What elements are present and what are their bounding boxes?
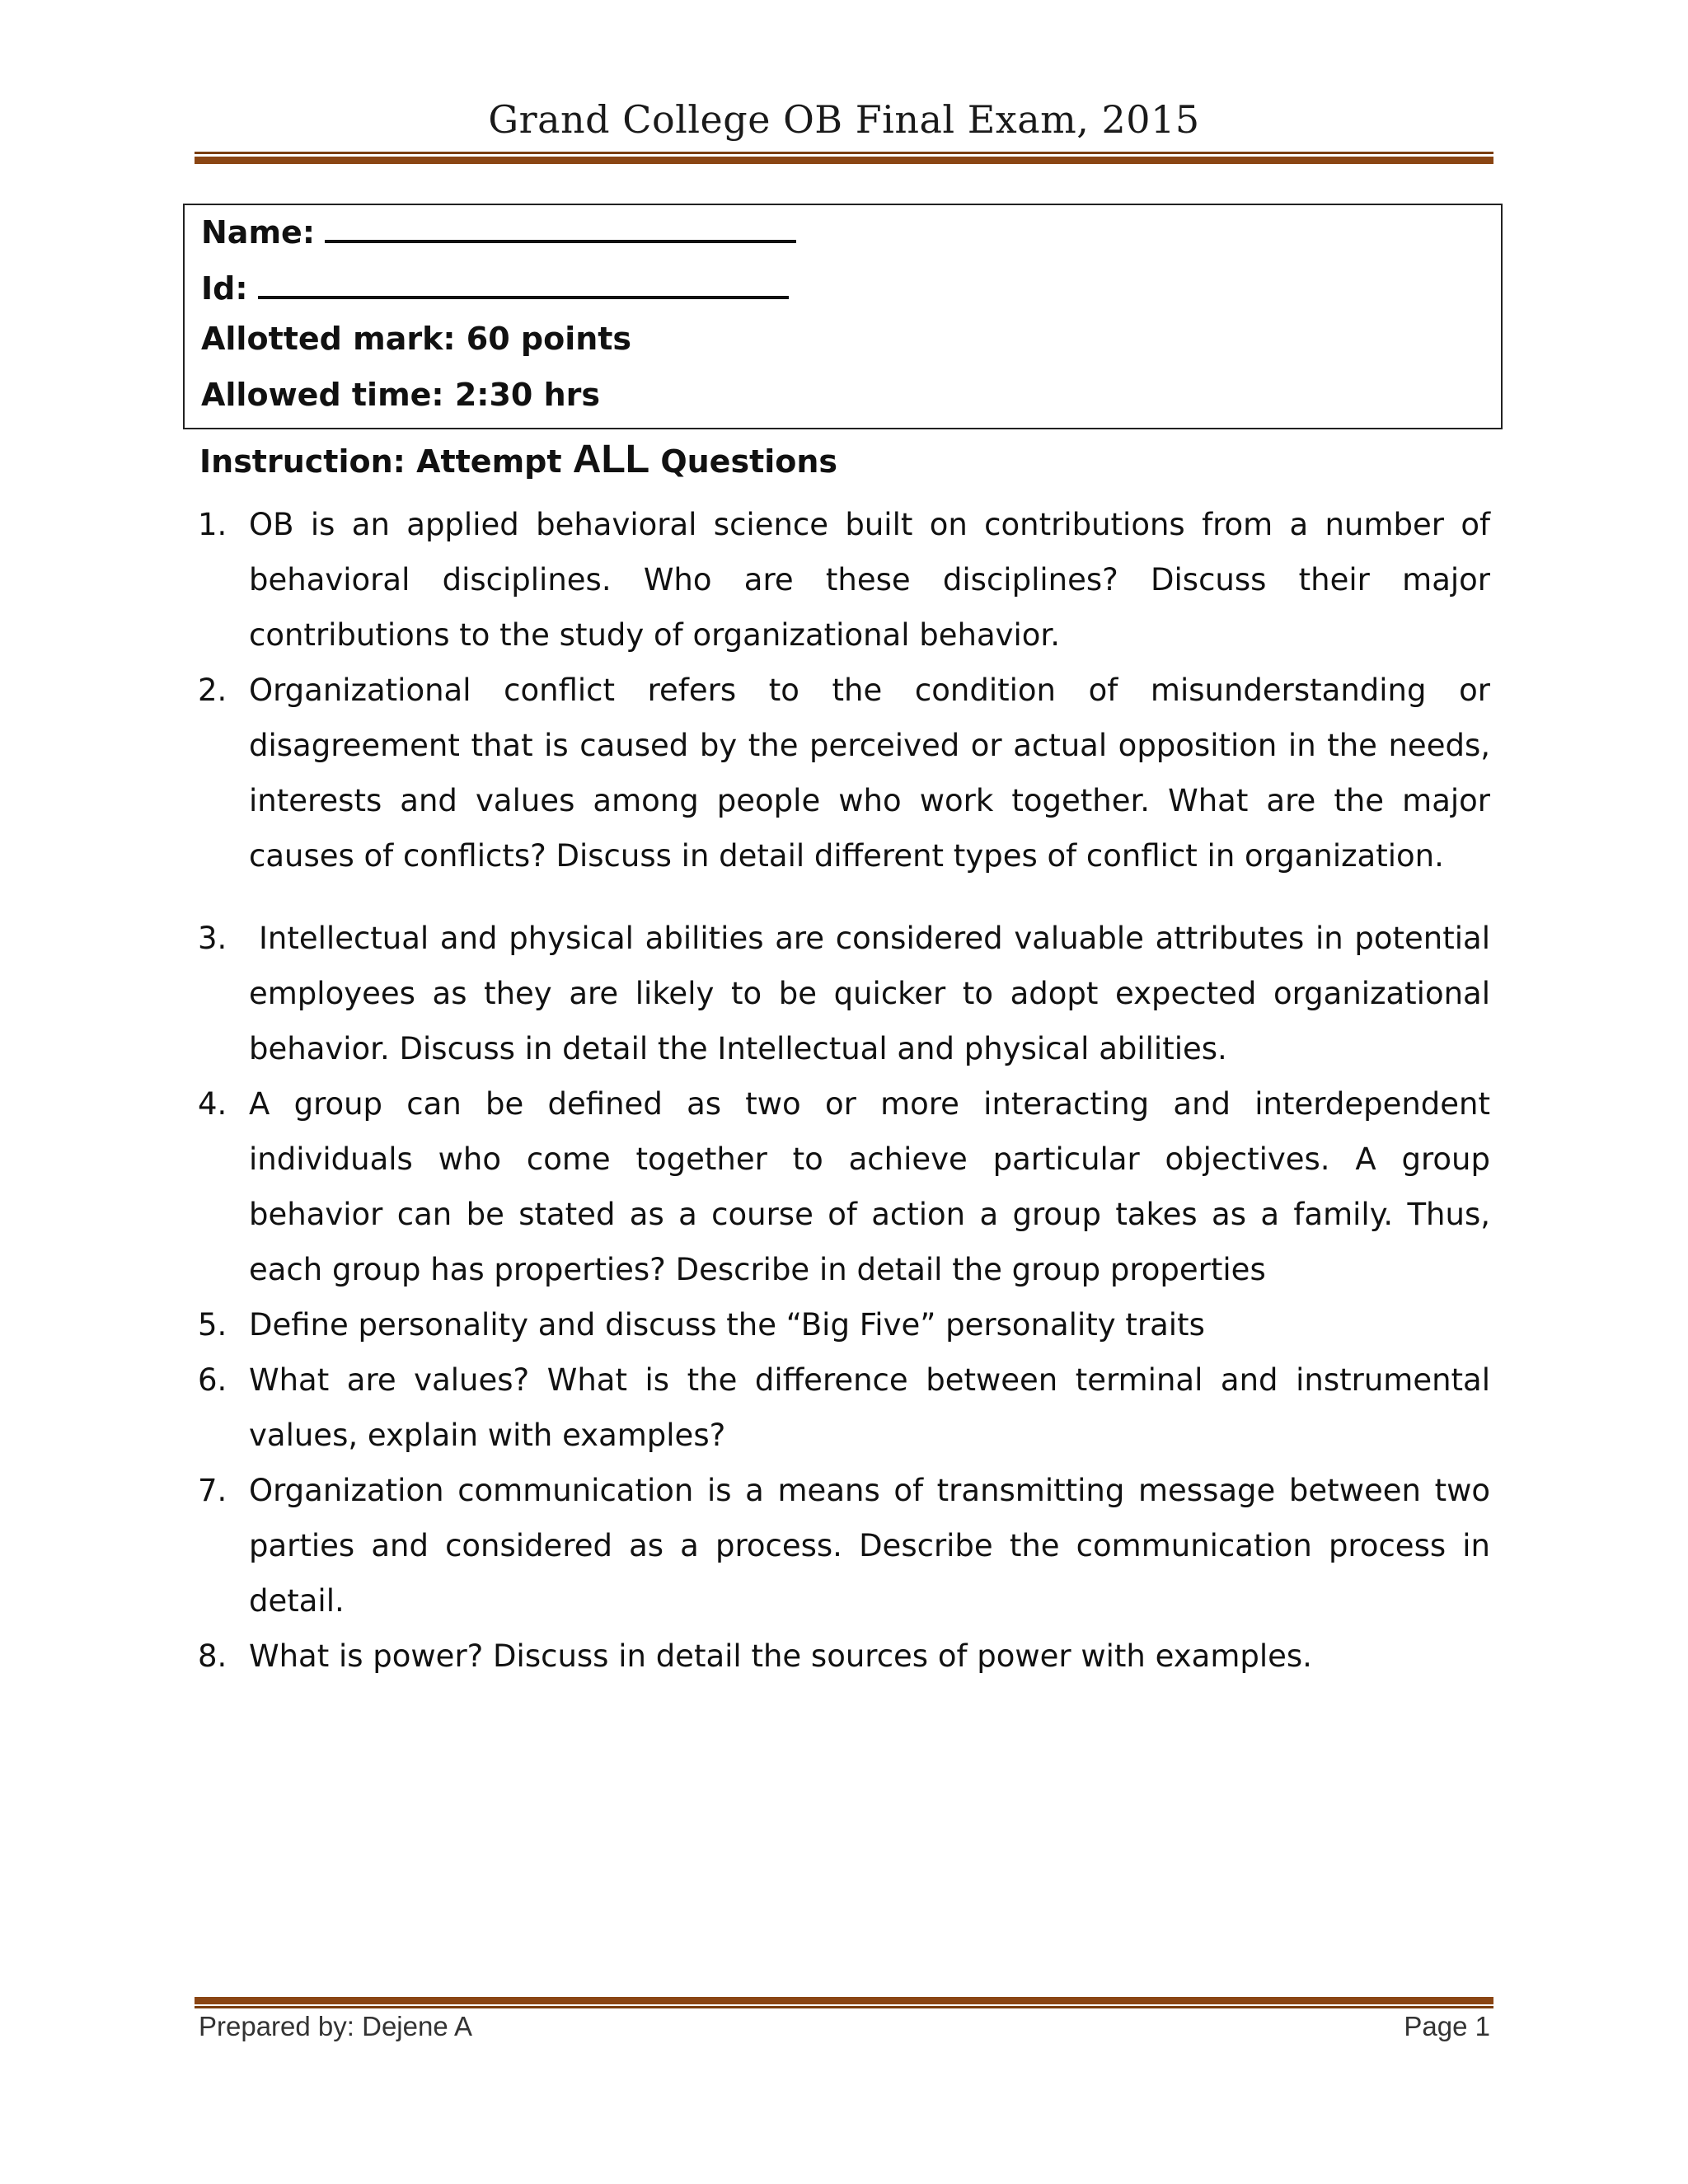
question-item <box>198 1463 1490 1629</box>
instruction-prefix: Instruction: Attempt <box>199 443 562 480</box>
question-number: 1. <box>198 507 227 542</box>
name-blank[interactable] <box>325 210 796 243</box>
header-rule-thin <box>195 152 1493 154</box>
student-info-box <box>183 204 1503 429</box>
footer-rule-thin <box>195 2006 1493 2008</box>
question-text: What is power? Discuss in detail the sources of power with examples. <box>249 1638 1312 1674</box>
instruction <box>199 437 837 482</box>
question-number: 5. <box>198 1307 227 1343</box>
footer-rule-thick <box>195 1997 1493 2004</box>
name-label: Name: <box>201 214 316 251</box>
question-text: Define personality and discuss the “Big Five” personality traits <box>249 1307 1205 1343</box>
question-item <box>198 911 1490 1076</box>
question-text: Organizational conflict refers to the condition of misunderstanding or disagreement that is caused by the perceived or actual opposition in the needs, interests and values among people who work together. What are the major causes of conflicts? Discuss in detail different types of conflict in organization. <box>249 673 1490 874</box>
question-list <box>198 497 1490 1684</box>
question-item <box>198 1352 1490 1463</box>
question-number: 6. <box>198 1362 227 1398</box>
page-number: Page 1 <box>1404 2011 1490 2041</box>
question-text: Organization communication is a means of transmitting message between two parties and considered as a process. Describe the communication process in detail. <box>249 1473 1490 1619</box>
question-item <box>198 1629 1490 1684</box>
question-item <box>198 497 1490 663</box>
question-number: 4. <box>198 1086 227 1122</box>
id-blank[interactable] <box>258 266 789 299</box>
instruction-suffix: Questions <box>660 443 838 480</box>
question-number: 2. <box>198 673 227 708</box>
prepared-by: Prepared by: Dejene A <box>199 2011 473 2041</box>
instruction-emphasis: ALL <box>572 438 650 481</box>
id-label: Id: <box>201 270 248 307</box>
question-number: 8. <box>198 1638 227 1674</box>
page-title: Grand College OB Final Exam, 2015 <box>488 97 1200 142</box>
question-item <box>198 1076 1490 1297</box>
name-line <box>201 210 796 251</box>
question-text: A group can be defined as two or more interacting and interdependent individuals who come together to achieve particular objectives. A group behavior can be stated as a course of action a group takes as a family. Thus, each group has properties? Describe in detail the group properties <box>249 1086 1490 1287</box>
allowed-time: Allowed time: 2:30 hrs <box>201 377 601 413</box>
header-rule-thick <box>195 157 1493 164</box>
question-item <box>198 663 1490 883</box>
question-number: 7. <box>198 1473 227 1508</box>
question-text: What are values? What is the difference between terminal and instrumental values, explain with examples? <box>249 1362 1490 1453</box>
id-line <box>201 266 789 307</box>
allotted-mark: Allotted mark: 60 points <box>201 321 632 357</box>
question-number: 3. <box>198 921 227 956</box>
question-text: Intellectual and physical abilities are considered valuable attributes in potential employees as they are likely to be quicker to adopt expected organizational behavior. Discuss in detail the Intellectual and physical abilities. <box>249 921 1490 1066</box>
question-text: OB is an applied behavioral science built on contributions from a number of behavioral disciplines. Who are these disciplines? Discuss their major contributions to the study of organizational behavior. <box>249 507 1490 653</box>
question-item <box>198 1297 1490 1352</box>
